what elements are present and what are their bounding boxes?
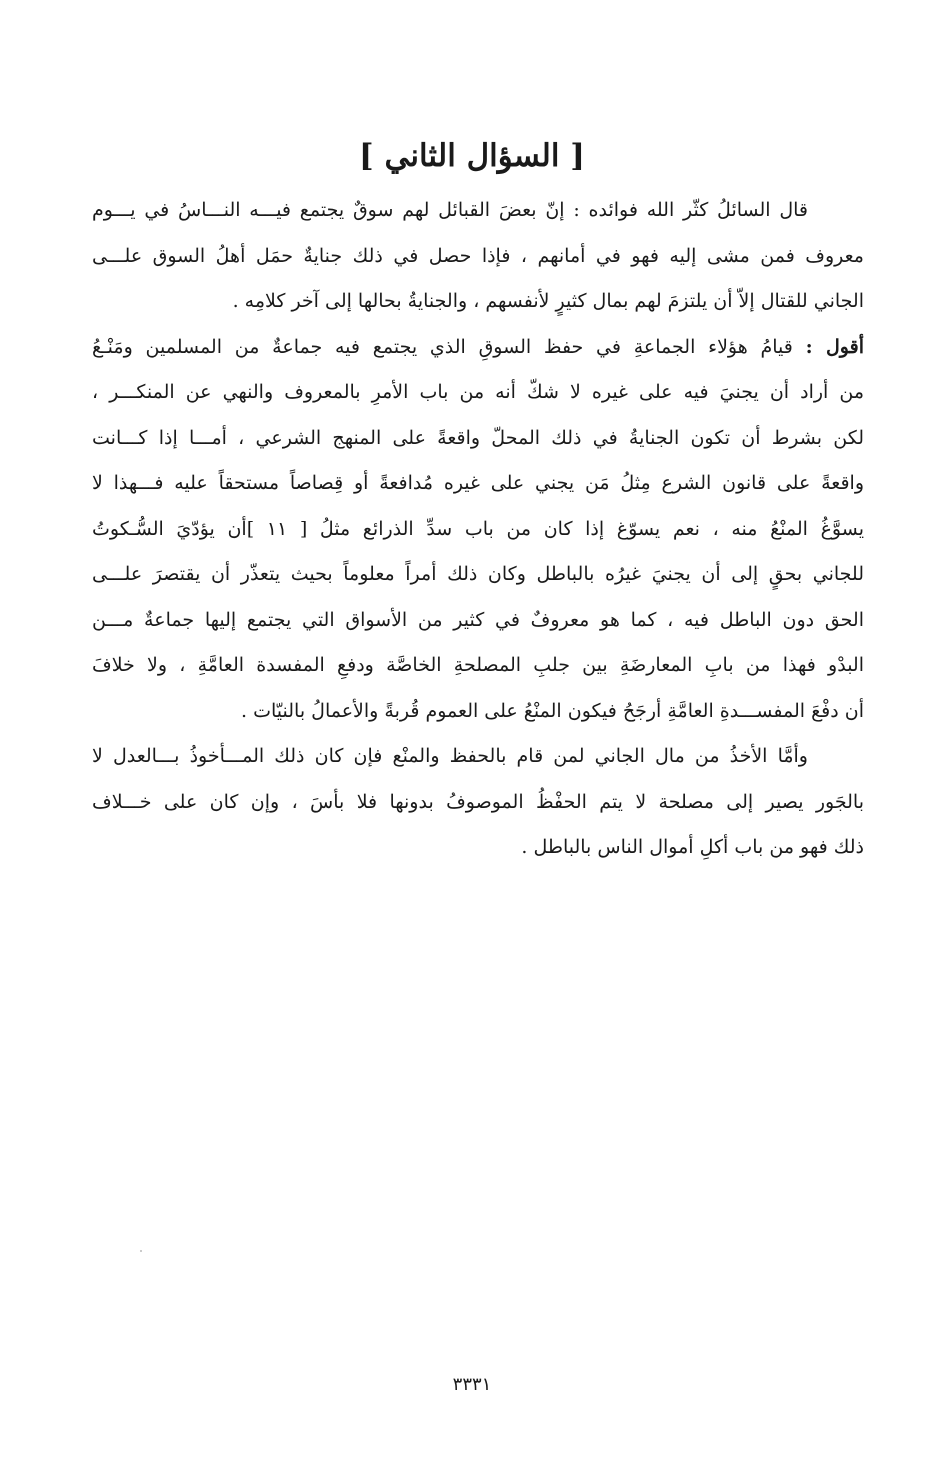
text-line: بالجَور يصير إلى مصلحة لا يتم الحفْظُ الموصوفُ بدونها فلا بأسَ ، وإن كان على خـــلاف xyxy=(92,790,864,813)
question-paragraph xyxy=(92,188,864,325)
text-line: البدْو فهذا من بابِ المعارضَةِ بين جلبِ المصلحةِ الخاصَّة ودفعِ المفسدة العامَّةِ ، ولا خلافَ xyxy=(92,654,864,676)
page-number: ٣٣٣١ xyxy=(452,1374,492,1395)
text-line: قال السائلُ كثّر الله فوائده : إنّ بعضَ القبائل لهم سوقٌ يجتمع فيـــه النـــاسُ في يـــوم xyxy=(92,199,808,221)
text-line: الجاني للقتال إلاّ أن يلتزمَ لهم بمال كثيرٍ لأنفسهم ، والجنايةُ بحالها إلى آخر كلامِه . xyxy=(232,290,864,312)
text-line-content: قيامُ هؤلاء الجماعةِ في حفظ السوقِ الذي يجتمع فيه جماعةٌ من المسلمين ومَنْـعُ xyxy=(92,335,793,358)
scan-speck xyxy=(140,1250,142,1252)
text-line: ذلك فهو من باب أكلِ أموال الناس بالباطل . xyxy=(521,836,864,858)
body-text xyxy=(92,188,864,871)
answer-paragraph xyxy=(92,325,864,735)
text-line: من أراد أن يجنيَ فيه على غيره لا شكّ أنه من باب الأمرِ بالمعروف والنهي عن المنكـــر ، xyxy=(92,381,864,403)
text-line: وأمَّا الأخذُ من مال الجاني لمن قام بالحفظ والمنْع فإن كان ذلك المـــأخوذُ بـــالعدل لا xyxy=(92,745,808,767)
text-line: الحق دون الباطل فيه ، كما هو معروفٌ في كثير من الأسواق التي يجتمع إليها جماعةٌ مـــن xyxy=(92,608,864,631)
section-heading: [ السؤال الثاني ] xyxy=(359,138,585,174)
text-line: يسوَّغُ المنْعُ منه ، نعم يسوّغ إذا كان من باب سدِّ الذرائع مثلُ [ ١١ ]أن يؤدّيَ السُّـكوتُ xyxy=(92,517,864,540)
text-line: واقعةً على قانون الشرع مِثلُ مَن يجني على غيره مُدافعةً أو قِصاصاً مستحقاً عليه فـــهذا لا xyxy=(92,472,864,494)
text-line: معروف فمن مشى إليه فهو في أمانهم ، فإذا حصل في ذلك جنايةٌ حمَل أهلُ السوق علـــى xyxy=(92,244,864,267)
text-line: للجاني بحقٍ إلى أن يجنيَ غيرُه بالباطل وكان ذلك أمراً معلوماً بحيث يتعذّر أن يقتصرَ علـــى xyxy=(92,563,864,585)
taking-paragraph xyxy=(92,734,864,871)
answer-lead: أقول : xyxy=(805,335,864,358)
text-line: أن دفْعَ المفســـدةِ العامَّةِ أرجَحُ فيكون المنْعُ على العموم قُربةً والأعمالُ بالنيّات . xyxy=(241,699,864,722)
text-line: لكن بشرط أن تكون الجنايةُ في ذلك المحلّ واقعةً على المنهج الشرعي ، أمـــا إذا كـــانت xyxy=(92,426,864,449)
text-line xyxy=(92,325,864,371)
